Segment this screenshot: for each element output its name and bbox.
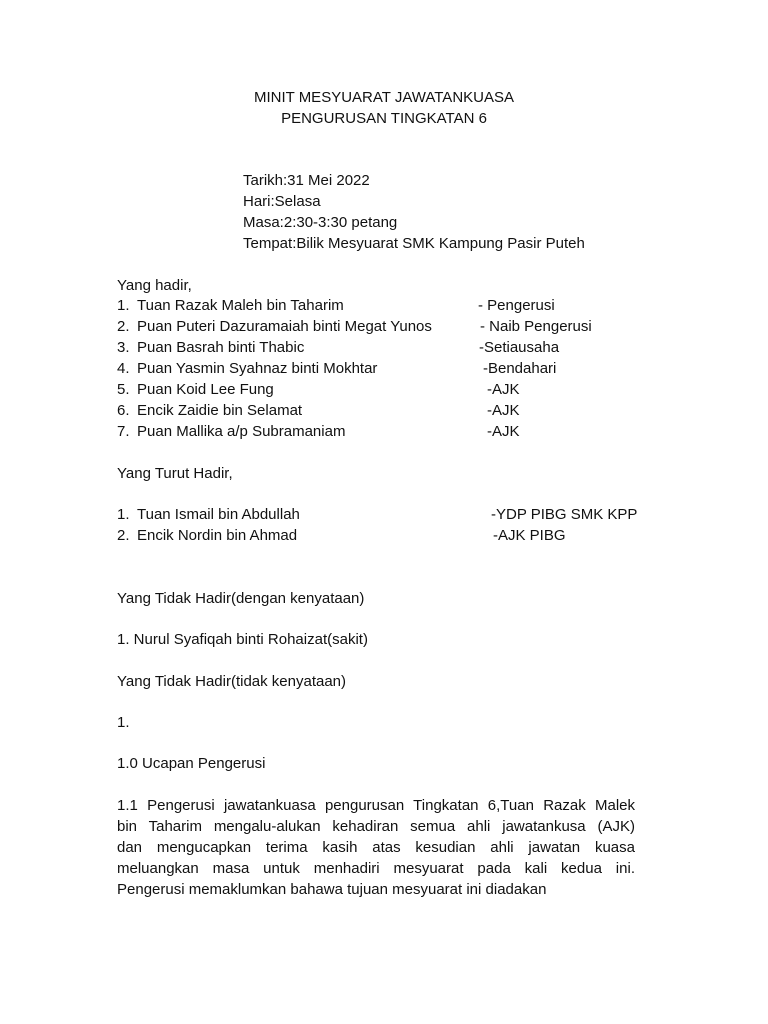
meeting-place: Tempat:Bilik Mesyuarat SMK Kampung Pasir Puteh [243,235,585,252]
also-present-heading: Yang Turut Hadir, [117,465,233,482]
attendee-name: Encik Zaidie bin Selamat [137,402,303,419]
meeting-time: Masa:2:30-3:30 petang [243,214,398,231]
attendee-role: -AJK [487,423,520,440]
attendee-number: 5. [117,381,130,398]
attendee-role: -AJK [487,381,520,398]
paragraph-line: dan mengucapkan terima kasih atas kesudian ahli jawatan kuasa [117,839,635,856]
attendee-role: - Pengerusi [478,297,555,314]
attendee-number: 4. [117,360,130,377]
attendee-role: - Naib Pengerusi [480,318,592,335]
attendee-row [117,317,677,337]
guest-number: 1. [117,506,130,523]
guest-role: -AJK PIBG [493,527,566,544]
guest-role: -YDP PIBG SMK KPP [491,506,638,523]
paragraph-line: bin Taharim mengalu-alukan kehadiran semua ahli jawatankusa (AJK) [117,818,635,835]
guest-row [117,526,677,546]
attendee-number: 6. [117,402,130,419]
attendee-number: 7. [117,423,130,440]
attendee-row [117,401,677,421]
attendee-row [117,359,677,379]
attendee-role: -AJK [487,402,520,419]
present-heading: Yang hadir, [117,277,192,294]
attendee-row [117,338,677,358]
absent-with-reason-item: 1. Nurul Syafiqah binti Rohaizat(sakit) [117,631,368,648]
attendee-name: Puan Yasmin Syahnaz binti Mokhtar [137,360,378,377]
attendee-row [117,296,677,316]
document-title-line-2: PENGURUSAN TINGKATAN 6 [281,110,487,127]
attendee-number: 3. [117,339,130,356]
meeting-date: Tarikh:31 Mei 2022 [243,172,370,189]
attendee-role: -Setiausaha [479,339,560,356]
attendee-row [117,380,677,400]
absent-without-reason-heading: Yang Tidak Hadir(tidak kenyataan) [117,673,347,690]
absent-with-reason-heading: Yang Tidak Hadir(dengan kenyataan) [117,590,365,607]
guest-name: Encik Nordin bin Ahmad [137,527,298,544]
attendee-name: Puan Mallika a/p Subramaniam [137,423,346,440]
attendee-name: Puan Basrah binti Thabic [137,339,305,356]
attendee-name: Puan Puteri Dazuramaiah binti Megat Yunos [137,318,432,335]
paragraph-line: meluangkan masa untuk menhadiri mesyuarat pada kali kedua ini. [117,860,635,877]
attendee-number: 2. [117,318,130,335]
attendee-number: 1. [117,297,130,314]
absent-without-reason-item: 1. [117,714,130,731]
attendee-name: Puan Koid Lee Fung [137,381,274,398]
attendee-name: Tuan Razak Maleh bin Taharim [137,297,344,314]
paragraph-line: 1.1 Pengerusi jawatankuasa pengurusan Tingkatan 6,Tuan Razak Malek [117,797,635,814]
section-paragraph [117,795,635,900]
attendee-row [117,422,677,442]
guest-name: Tuan Ismail bin Abdullah [137,506,300,523]
section-heading: 1.0 Ucapan Pengerusi [117,755,266,772]
guest-row [117,505,677,525]
meeting-day: Hari:Selasa [243,193,321,210]
document-title-line-1: MINIT MESYUARAT JAWATANKUASA [253,89,515,106]
attendee-role: -Bendahari [483,360,557,377]
guest-number: 2. [117,527,130,544]
paragraph-line: Pengerusi memaklumkan bahawa tujuan mesyuarat ini diadakan [117,881,547,898]
